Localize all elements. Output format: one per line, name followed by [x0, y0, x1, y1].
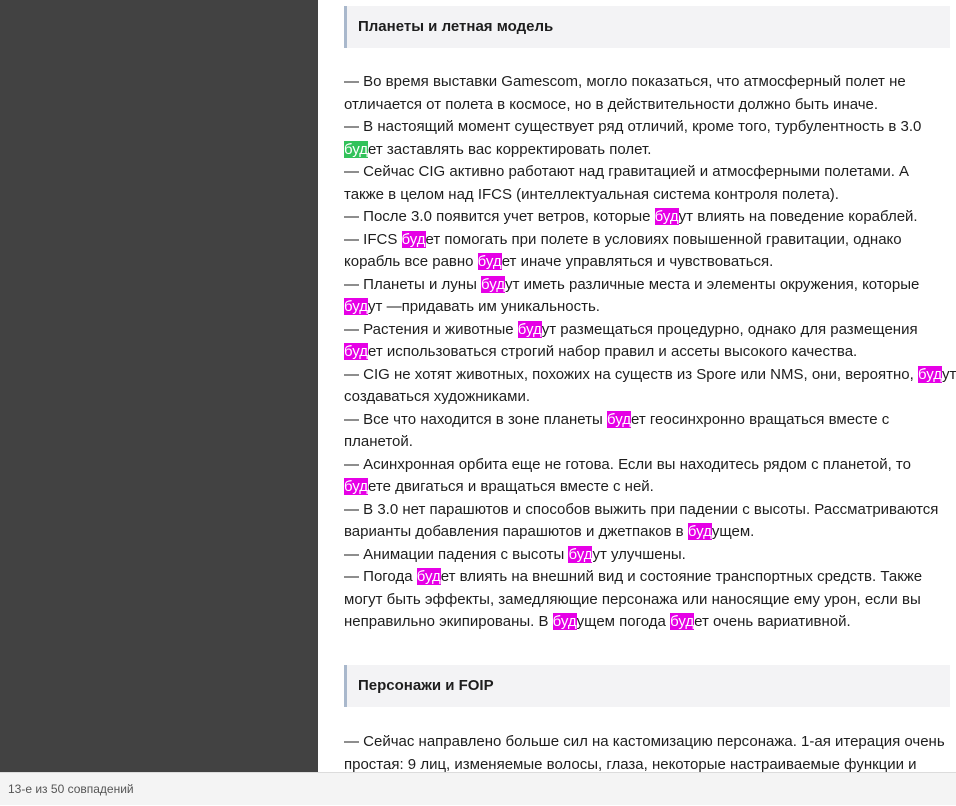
text-line [344, 229, 956, 252]
text-segment: неправильно экипированы. В [344, 613, 553, 630]
text-line [344, 341, 956, 364]
text-segment: ет заставлять вас корректировать полет. [368, 140, 652, 158]
text-segment: ет использоваться строгий набор правил и ассеты высокого качества. [368, 343, 858, 360]
section-body-planets [344, 71, 956, 634]
section-heading-planets [344, 6, 950, 48]
text-segment: ете двигаться и вращаться вместе с ней. [368, 478, 654, 495]
text-segment: создаваться художниками. [344, 388, 530, 405]
text-line [344, 71, 956, 94]
text-segment: — После 3.0 появится учет ветров, которые [344, 208, 655, 225]
text-line [344, 454, 956, 477]
text-line [344, 139, 956, 162]
text-segment: простая: 9 лиц, изменяемые волосы, глаза, некоторые настраиваемые функции и [344, 755, 917, 772]
text-line [344, 731, 956, 754]
text-segment: — Растения и животные [344, 320, 518, 338]
text-segment: — Во время выставки Gamescom, могло показаться, что атмосферный полет не [344, 73, 906, 90]
text-segment: ут —придавать им уникальность. [368, 298, 600, 315]
text-segment: планетой. [344, 433, 413, 450]
text-line [344, 116, 956, 139]
text-segment: ут влиять на поведение кораблей. [678, 208, 918, 225]
text-line [344, 499, 956, 522]
text-segment: — CIG не хотят животных, похожих на существ из Spore или NMS, они, вероятно, [344, 365, 918, 383]
text-segment: — IFCS [344, 230, 402, 248]
text-line [344, 754, 956, 773]
search-match-highlight: буд [654, 208, 679, 225]
find-result-count: 13-е из 50 совпадений [8, 782, 134, 796]
text-line [344, 319, 956, 342]
find-status-bar [0, 772, 956, 805]
text-line [344, 251, 956, 274]
text-line [344, 589, 956, 612]
text-segment: — Асинхронная орбита еще не готова. Если вы находитесь рядом с планетой, то [344, 455, 911, 473]
text-line [344, 364, 956, 387]
text-segment: отличается от полета в космосе, но в действительности должно быть иначе. [344, 95, 879, 113]
text-segment: ущем. [711, 523, 755, 540]
text-line [344, 476, 956, 499]
search-match-highlight: буд [344, 343, 369, 360]
search-match-highlight: буд [606, 410, 631, 428]
search-match-highlight: буд [670, 613, 695, 630]
text-line [344, 409, 956, 432]
section-heading-characters [344, 665, 950, 707]
text-line [344, 431, 956, 454]
text-segment: — Сейчас направлено больше сил на кастомизацию персонажа. 1-ая итерация очень [344, 733, 945, 750]
text-segment: — В 3.0 нет парашютов и способов выжить при падении с высоты. Рассматриваются [344, 500, 939, 518]
search-match-highlight: буд [568, 545, 593, 563]
text-segment: — В настоящий момент существует ряд отличий, кроме того, турбулентность в 3.0 [344, 118, 922, 135]
article-content [318, 0, 956, 772]
text-segment: ут иметь различные места и элементы окружения, которые [505, 275, 920, 293]
text-segment: ет помогать при полете в условиях повышенной гравитации, однако [425, 230, 902, 248]
text-segment: могут быть эффекты, замедляющие персонажа или наносящие ему урон, если вы [344, 590, 921, 608]
text-segment: ет влиять на внешний вид и состояние транспортных средств. Также [440, 568, 923, 585]
search-match-highlight: буд [517, 320, 542, 338]
text-segment: ут размещаться процедурно, однако для размещения [541, 320, 918, 338]
text-segment: ут улучшены. [592, 545, 686, 563]
text-line [344, 296, 956, 319]
left-pane [0, 0, 318, 772]
text-segment: ут [941, 365, 956, 383]
text-segment: ет геосинхронно вращаться вместе с [630, 410, 890, 428]
text-segment: также в целом над IFCS (интеллектуальная система контроля полета). [344, 185, 839, 203]
text-segment: варианты добавления парашютов и джетпаков в [344, 523, 688, 540]
text-line [344, 274, 956, 297]
section-heading-text: Планеты и летная модель [358, 18, 554, 35]
text-segment: — Сейчас CIG активно работают над гравитацией и атмосферными полетами. А [344, 163, 910, 180]
search-match-highlight: буд [917, 365, 942, 383]
search-match-highlight: буд [477, 253, 502, 270]
section-heading-text: Персонажи и FOIP [358, 677, 494, 694]
search-match-highlight: буд [416, 568, 441, 585]
text-line [344, 544, 956, 567]
search-match-highlight: буд [552, 613, 577, 630]
text-segment: ет иначе управляться и чувствоваться. [501, 253, 774, 270]
search-match-highlight: буд [344, 298, 369, 315]
search-match-highlight: буд [401, 230, 426, 248]
text-segment: ет очень вариативной. [694, 613, 851, 630]
current-search-match-highlight: буд [344, 140, 369, 158]
text-segment: — Планеты и луны [344, 275, 482, 293]
text-segment: — Анимации падения с высоты [344, 545, 569, 563]
search-match-highlight: буд [481, 275, 506, 293]
text-line [344, 386, 956, 409]
section-body-characters [344, 731, 956, 772]
text-segment: ущем погода [576, 613, 671, 630]
text-line [344, 161, 956, 184]
text-line [344, 94, 956, 117]
text-line [344, 184, 956, 207]
text-line [344, 566, 956, 589]
text-line [344, 611, 956, 634]
text-segment: — Все что находится в зоне планеты [344, 410, 607, 428]
text-line [344, 521, 956, 544]
text-line [344, 206, 956, 229]
text-segment: — Погода [344, 568, 417, 585]
search-match-highlight: буд [344, 478, 369, 495]
search-match-highlight: буд [687, 523, 712, 540]
text-segment: корабль все равно [344, 253, 478, 270]
